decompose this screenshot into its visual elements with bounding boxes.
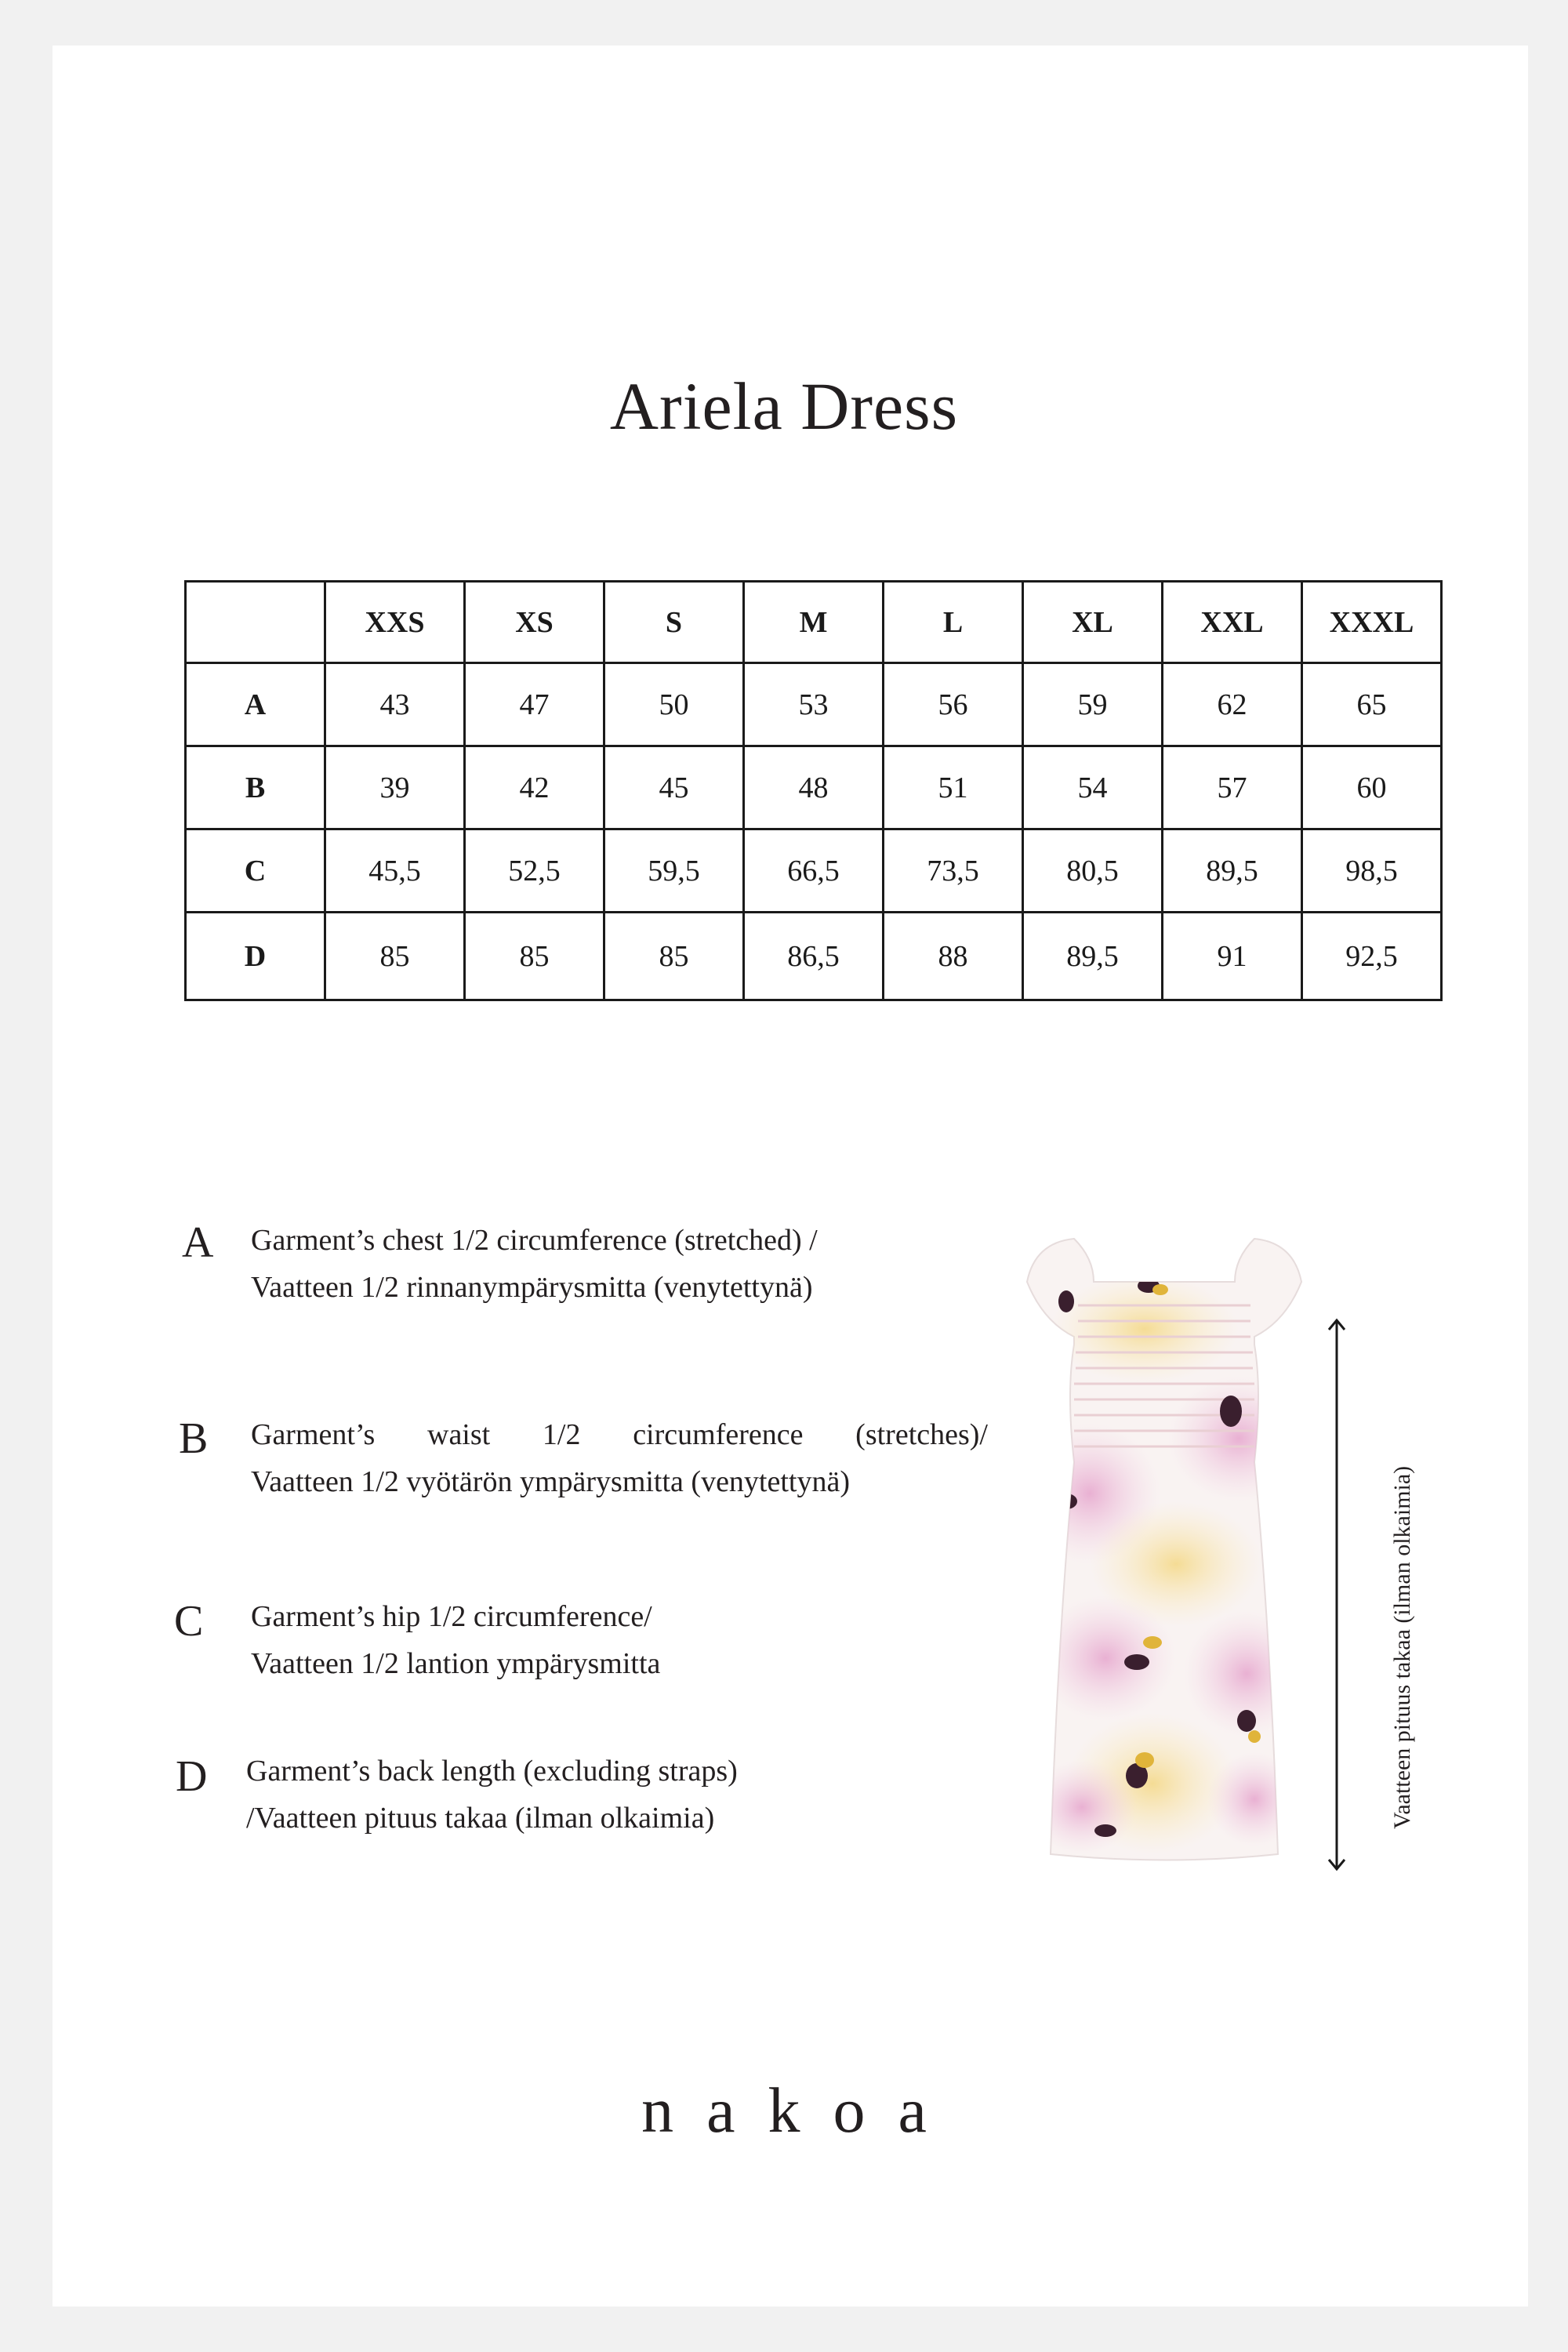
legend-line: Garment’s back length (excluding straps) [246, 1755, 738, 1788]
table-cell: 92,5 [1302, 913, 1442, 1000]
table-cell: 80,5 [1023, 829, 1163, 913]
page-title: Ariela Dress [609, 368, 959, 444]
row-label: D [186, 913, 325, 1000]
legend-line: Vaatteen 1/2 rinnanympärysmitta (venytettynä) [251, 1271, 813, 1304]
legend-word: Garment’s [251, 1418, 376, 1451]
legend-line: Garment’s hip 1/2 circumference/ [251, 1600, 652, 1633]
table-cell: 66,5 [744, 829, 884, 913]
table-cell: 85 [465, 913, 604, 1000]
table-cell: 65 [1302, 663, 1442, 746]
dress-illustration [1019, 1235, 1309, 1870]
legend-letter-c: C [174, 1597, 204, 1646]
length-measure-label: Vaatteen pituus takaa (ilman olkaimia) [1389, 1465, 1415, 1829]
table-row [186, 663, 1442, 746]
row-label: B [186, 746, 325, 829]
size-header: L [884, 582, 1023, 663]
size-header: XS [465, 582, 604, 663]
table-cell: 48 [744, 746, 884, 829]
table-cell: 88 [884, 913, 1023, 1000]
table-cell: 56 [884, 663, 1023, 746]
table-cell: 62 [1163, 663, 1302, 746]
table-cell: 43 [325, 663, 465, 746]
size-header: XXS [325, 582, 465, 663]
legend-line: Garment’s chest 1/2 circumference (stretched) / [251, 1224, 818, 1257]
legend-text-b [251, 1411, 988, 1505]
table-cell: 54 [1023, 746, 1163, 829]
table-cell: 59,5 [604, 829, 744, 913]
legend-line-justified [251, 1411, 988, 1458]
table-cell: 91 [1163, 913, 1302, 1000]
legend-word: 1/2 [542, 1418, 581, 1451]
table-row [186, 829, 1442, 913]
table-cell: 59 [1023, 663, 1163, 746]
table-cell: 89,5 [1163, 829, 1302, 913]
table-row [186, 746, 1442, 829]
table-cell: 98,5 [1302, 829, 1442, 913]
table-cell: 73,5 [884, 829, 1023, 913]
table-cell: 47 [465, 663, 604, 746]
legend-letter-b: B [179, 1414, 209, 1463]
legend-text-a [251, 1217, 818, 1311]
row-label: C [186, 829, 325, 913]
legend-word: circumference [633, 1418, 804, 1451]
table-cell: 39 [325, 746, 465, 829]
legend-line: Vaatteen 1/2 lantion ympärysmitta [251, 1647, 661, 1680]
size-header: M [744, 582, 884, 663]
legend-text-c [251, 1593, 660, 1687]
legend-line: /Vaatteen pituus takaa (ilman olkaimia) [246, 1802, 715, 1835]
table-row [186, 913, 1442, 1000]
table-cell: 50 [604, 663, 744, 746]
table-cell: 52,5 [465, 829, 604, 913]
table-cell: 57 [1163, 746, 1302, 829]
table-cell: 45 [604, 746, 744, 829]
length-arrow-icon [1325, 1317, 1348, 1872]
legend-line: Vaatteen 1/2 vyötärön ympärysmitta (venytettynä) [251, 1465, 850, 1498]
legend-word: waist [427, 1418, 491, 1451]
size-table [184, 580, 1443, 1001]
size-header: S [604, 582, 744, 663]
table-cell: 60 [1302, 746, 1442, 829]
table-cell: 53 [744, 663, 884, 746]
row-label: A [186, 663, 325, 746]
legend-word: (stretches)/ [855, 1418, 988, 1451]
table-cell: 45,5 [325, 829, 465, 913]
legend-text-d [246, 1748, 738, 1842]
table-header-row [186, 582, 1442, 663]
table-cell: 85 [604, 913, 744, 1000]
table-cell: 42 [465, 746, 604, 829]
size-header: XL [1023, 582, 1163, 663]
brand-logo: nakoa [641, 2074, 960, 2146]
size-header: XXL [1163, 582, 1302, 663]
size-header: XXXL [1302, 582, 1442, 663]
table-cell: 85 [325, 913, 465, 1000]
table-corner-cell [186, 582, 325, 663]
legend-letter-a: A [182, 1218, 214, 1267]
legend-letter-d: D [176, 1752, 208, 1801]
table-cell: 86,5 [744, 913, 884, 1000]
table-cell: 89,5 [1023, 913, 1163, 1000]
table-cell: 51 [884, 746, 1023, 829]
